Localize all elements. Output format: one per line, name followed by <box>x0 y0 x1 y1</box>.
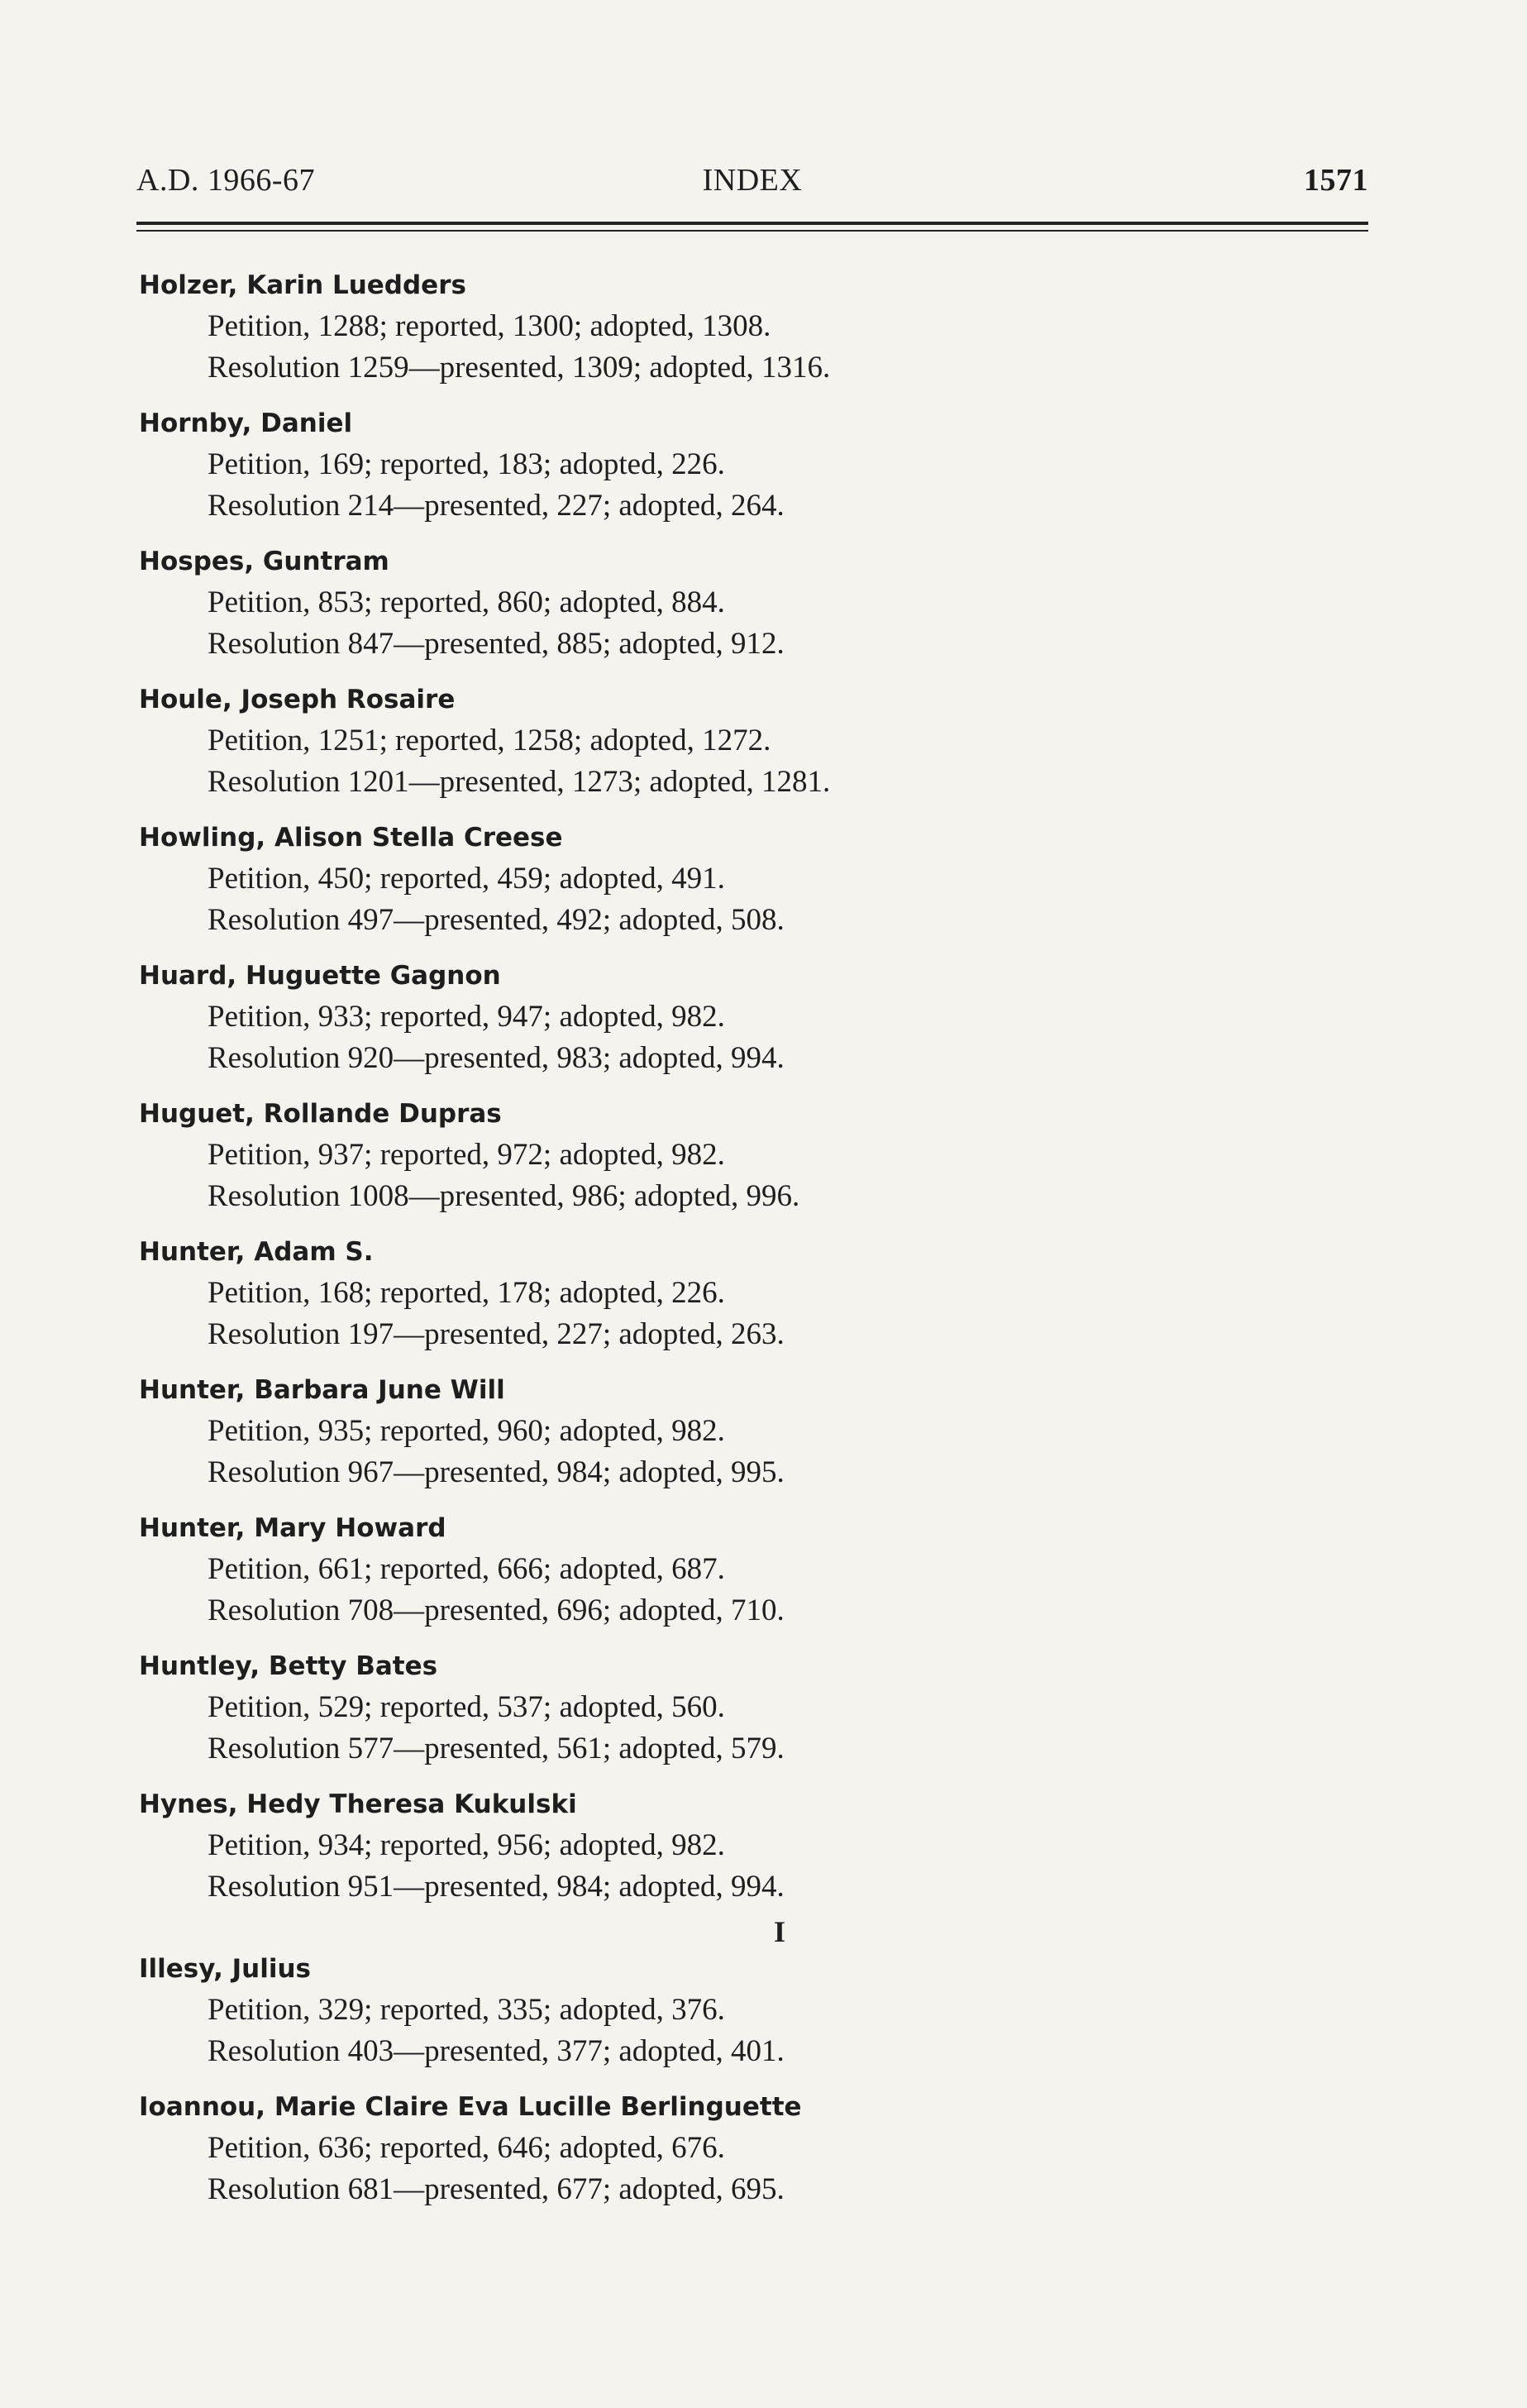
entry-name: Houle, Joseph Rosaire <box>139 685 456 714</box>
section-letter-heading: I <box>773 1915 785 1948</box>
entry-resolution: Resolution 847—presented, 885; adopted, 912. <box>208 627 785 661</box>
index-entry <box>139 541 1362 679</box>
index-entry <box>139 955 1362 1093</box>
entry-petition: Petition, 934; reported, 956; adopted, 982. <box>208 1828 725 1862</box>
index-entry <box>139 1784 1362 1922</box>
index-entry <box>139 1507 1362 1646</box>
header-rule-thick <box>136 222 1368 225</box>
entry-name: Hunter, Mary Howard <box>139 1513 446 1543</box>
entry-petition: Petition, 937; reported, 972; adopted, 982. <box>208 1138 725 1172</box>
entry-name: Huguet, Rollande Dupras <box>139 1099 502 1129</box>
index-entry <box>139 1231 1362 1369</box>
entry-petition: Petition, 169; reported, 183; adopted, 226. <box>208 447 725 481</box>
entry-resolution: Resolution 403—presented, 377; adopted, 401. <box>208 2034 785 2068</box>
header-page-number: 1571 <box>1304 163 1368 198</box>
entry-resolution: Resolution 577—presented, 561; adopted, 579. <box>208 1732 785 1765</box>
entry-resolution: Resolution 967—presented, 984; adopted, 995. <box>208 1455 785 1489</box>
entry-resolution: Resolution 920—presented, 983; adopted, 994. <box>208 1041 785 1075</box>
entry-petition: Petition, 661; reported, 666; adopted, 687. <box>208 1552 725 1586</box>
page-header <box>136 162 1368 212</box>
index-entry <box>139 679 1362 817</box>
index-entries <box>139 265 1362 2224</box>
header-rule-thin <box>136 230 1368 232</box>
entry-name: Hornby, Daniel <box>139 408 353 438</box>
index-entry <box>139 1093 1362 1231</box>
entry-name: Hynes, Hedy Theresa Kukulski <box>139 1789 577 1819</box>
entry-name: Howling, Alison Stella Creese <box>139 823 563 853</box>
entry-resolution: Resolution 708—presented, 696; adopted, 710. <box>208 1593 785 1627</box>
index-entry <box>139 1646 1362 1784</box>
entry-name: Ioannou, Marie Claire Eva Lucille Berlinguette <box>139 2092 802 2122</box>
entry-name: Hunter, Adam S. <box>139 1237 374 1267</box>
header-date-range: A.D. 1966-67 <box>136 163 316 198</box>
entry-name: Huard, Huguette Gagnon <box>139 961 501 991</box>
index-entry <box>139 2086 1362 2224</box>
entry-petition: Petition, 168; reported, 178; adopted, 226. <box>208 1276 725 1310</box>
entry-resolution: Resolution 197—presented, 227; adopted, 263. <box>208 1317 785 1351</box>
entry-resolution: Resolution 1259—presented, 1309; adopted, 1316. <box>208 351 831 385</box>
index-entry <box>139 403 1362 541</box>
entry-petition: Petition, 450; reported, 459; adopted, 491. <box>208 862 725 896</box>
header-title: INDEX <box>702 163 803 198</box>
entry-resolution: Resolution 497—presented, 492; adopted, 508. <box>208 903 785 937</box>
entry-name: Hunter, Barbara June Will <box>139 1375 505 1405</box>
entry-petition: Petition, 1251; reported, 1258; adopted, 1272. <box>208 724 771 757</box>
entry-resolution: Resolution 214—presented, 227; adopted, 264. <box>208 489 785 523</box>
index-entry <box>139 817 1362 955</box>
entry-resolution: Resolution 951—presented, 984; adopted, 994. <box>208 1870 785 1904</box>
entry-petition: Petition, 529; reported, 537; adopted, 560. <box>208 1690 725 1724</box>
entry-name: Holzer, Karin Luedders <box>139 270 466 300</box>
entry-petition: Petition, 935; reported, 960; adopted, 982. <box>208 1414 725 1448</box>
entry-resolution: Resolution 1201—presented, 1273; adopted, 1281. <box>208 765 831 799</box>
index-entry <box>139 1369 1362 1507</box>
entry-petition: Petition, 329; reported, 335; adopted, 376. <box>208 1993 725 2027</box>
entry-name: Hospes, Guntram <box>139 547 389 576</box>
entry-petition: Petition, 933; reported, 947; adopted, 982. <box>208 1000 725 1034</box>
entry-petition: Petition, 636; reported, 646; adopted, 676. <box>208 2131 725 2165</box>
entry-resolution: Resolution 1008—presented, 986; adopted, 996. <box>208 1179 800 1213</box>
index-entry <box>139 1948 1362 2086</box>
entry-name: Huntley, Betty Bates <box>139 1651 438 1681</box>
entry-name: Illesy, Julius <box>139 1954 312 1984</box>
index-entry <box>139 265 1362 403</box>
entry-petition: Petition, 1288; reported, 1300; adopted, 1308. <box>208 309 771 343</box>
entry-resolution: Resolution 681—presented, 677; adopted, 695. <box>208 2172 785 2206</box>
entry-petition: Petition, 853; reported, 860; adopted, 884. <box>208 585 725 619</box>
